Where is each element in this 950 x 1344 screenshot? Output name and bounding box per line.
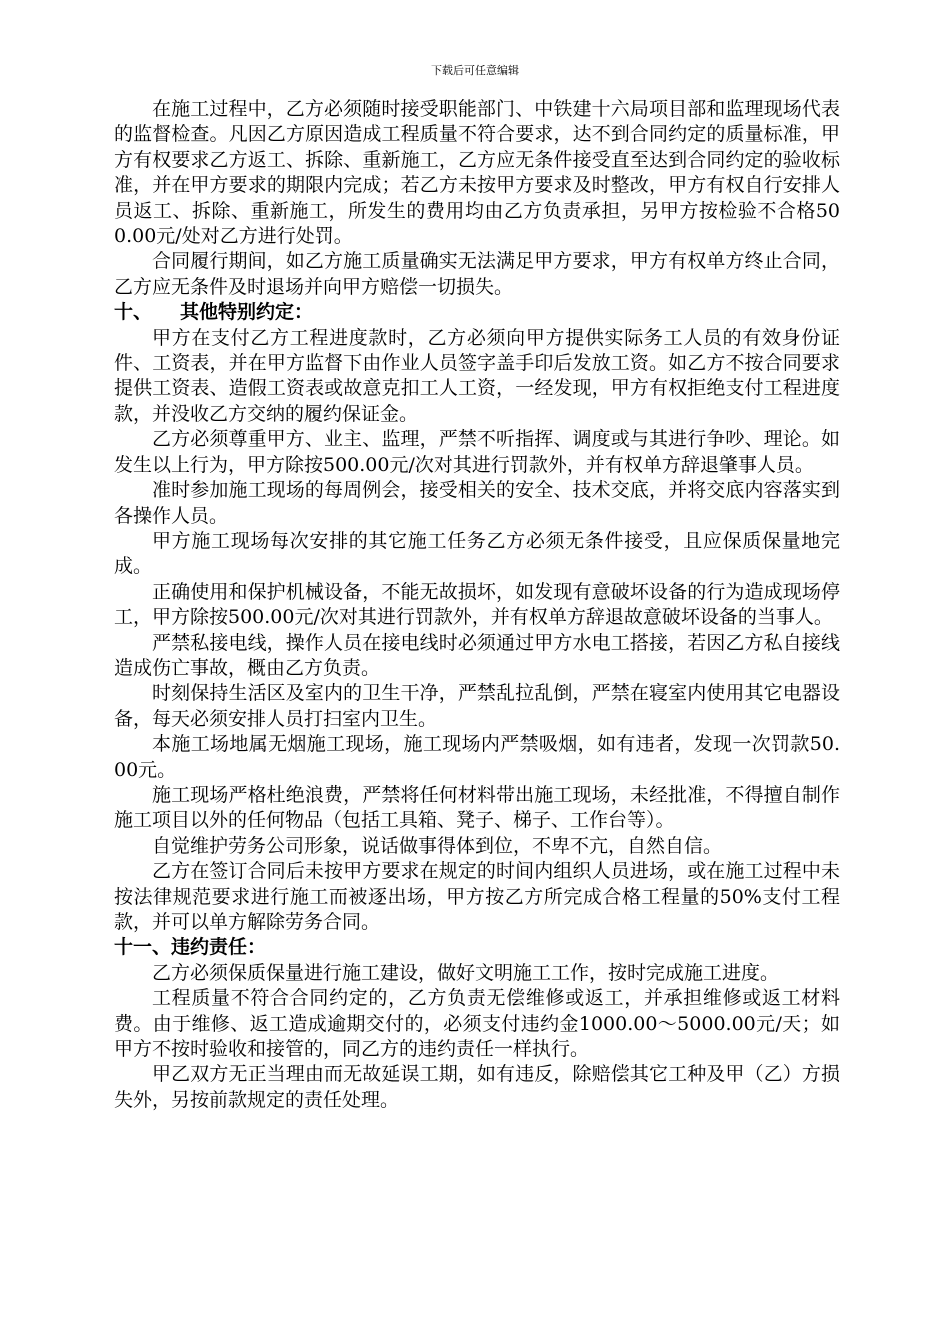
section-number: 十、 <box>114 301 153 324</box>
paragraph-hygiene: 时刻保持生活区及室内的卫生干净，严禁乱拉乱倒，严禁在寝室内使用其它电器设备，每天必须安排人员打扫室内卫生。 <box>114 682 840 730</box>
paragraph-respect: 乙方必须尊重甲方、业主、监理，严禁不听指挥、调度或与其进行争吵、理论。如发生以上行为，甲方除按500.00元/次对其进行罚款外，并有权单方辞退肇事人员。 <box>114 428 840 476</box>
section-heading-liability <box>114 935 840 960</box>
paragraph-schedule: 乙方必须保质保量进行施工建设，做好文明施工工作，按时完成施工进度。 <box>152 961 780 984</box>
section-heading-special-terms <box>114 300 840 325</box>
section-number: 十一、 <box>114 936 172 959</box>
paragraph-electricity: 严禁私接电线，操作人员在接电线时必须通过甲方水电工搭接，若因乙方私自接线造成伤亡事故，概由乙方负责。 <box>114 631 840 679</box>
paragraph-equipment: 正确使用和保护机械设备，不能无故损坏，如发现有意破坏设备的行为造成现场停工，甲方除按500.00元/次对其进行罚款外，并有权单方辞退故意破坏设备的当事人。 <box>114 580 840 629</box>
paragraph-repair-penalty: 工程质量不符合合同约定的，乙方负责无偿维修或返工，并承担维修或返工材料费。由于维修、返工造成逾期交付的，必须支付违约金1000.00～5000.00元/天；如甲方不按时验收和接管的，同乙方的违约责任一样执行。 <box>114 987 840 1061</box>
section-title: 违约责任： <box>171 936 267 959</box>
paragraph-no-waste: 施工现场严格杜绝浪费，严禁将任何材料带出施工现场，未经批准，不得擅自制作施工项目以外的任何物品（包括工具箱、凳子、梯子、工作台等）。 <box>114 783 840 832</box>
paragraph-late-entry: 乙方在签订合同后未按甲方要求在规定的时间内组织人员进场，或在施工过程中未按法律规范要求进行施工而被逐出场，甲方按乙方所完成合格工程量的50%支付工程款，并可以单方解除劳务合同。 <box>114 860 840 933</box>
paragraph-termination: 合同履行期间，如乙方施工质量确实无法满足甲方要求，甲方有权单方终止合同，乙方应无条件及时退场并向甲方赔偿一切损失。 <box>114 250 840 298</box>
document-body <box>114 97 840 1113</box>
section-title: 其他特别约定： <box>180 301 314 324</box>
paragraph-other-tasks: 甲方施工现场每次安排的其它施工任务乙方必须无条件接受，且应保质保量地完成。 <box>114 529 840 578</box>
paragraph-wages: 甲方在支付乙方工程进度款时，乙方必须向甲方提供实际务工人员的有效身份证件、工资表，并在甲方监督下由作业人员签字盖手印后发放工资。如乙方不按合同要求提供工资表、造假工资表或故意克扣工人工资，一经发现，甲方有权拒绝支付工程进度款，并没收乙方交纳的履约保证金。 <box>114 326 840 425</box>
paragraph-weekly-meeting: 准时参加施工现场的每周例会，接受相关的安全、技术交底，并将交底内容落实到各操作人员。 <box>114 479 840 527</box>
paragraph-delay: 甲乙双方无正当理由而无故延误工期，如有违反，除赔偿其它工种及甲（乙）方损失外，另按前款规定的责任处理。 <box>114 1063 840 1111</box>
page-header-note: 下载后可任意编辑 <box>431 64 519 77</box>
paragraph-company-image: 自觉维护劳务公司形象，说话做事得体到位，不卑不亢，自然自信。 <box>152 834 723 857</box>
paragraph-quality-inspection: 在施工过程中，乙方必须随时接受职能部门、中铁建十六局项目部和监理现场代表的监督检查。凡因乙方原因造成工程质量不符合要求，达不到合同约定的质量标准，甲方有权要求乙方返工、拆除、重新施工，乙方应无条件接受直至达到合同约定的验收标准，并在甲方要求的期限内完成；若乙方未按甲方要求及时整改，甲方有权自行安排人员返工、拆除、重新施工，所发生的费用均由乙方负责承担，另甲方按检验不合格500.00元/处对乙方进行处罚。 <box>114 98 840 248</box>
paragraph-no-smoking: 本施工场地属无烟施工现场，施工现场内严禁吸烟，如有违者，发现一次罚款50.00元。 <box>114 733 840 781</box>
